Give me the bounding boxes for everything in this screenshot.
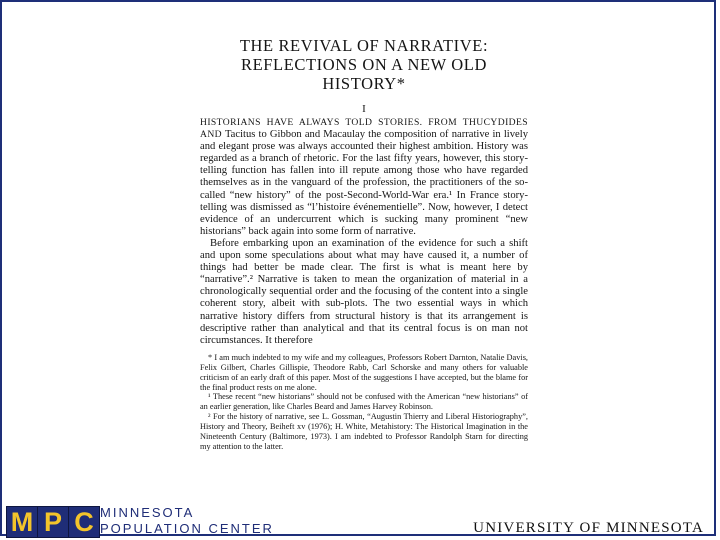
section-numeral: I bbox=[362, 103, 366, 115]
footnotes bbox=[200, 353, 528, 452]
document-page bbox=[200, 36, 528, 496]
footnote-1: ¹ These recent “new historians” should not be confused with the American “new historians” of an earlier generation, like Charles Beard and James Harvey Robinson. bbox=[200, 392, 528, 412]
paragraph-1-lead: HISTORIANS HAVE ALWAYS TOLD STORIES. FROM THUCYDIDES AND bbox=[200, 117, 528, 141]
paragraph-1 bbox=[200, 117, 528, 238]
body-text bbox=[200, 117, 528, 347]
mpc-letter-c: C bbox=[68, 506, 100, 538]
footer-bar bbox=[0, 502, 720, 540]
footnote-star: * I am much indebted to my wife and my colleagues, Professors Robert Darnton, Natalie Davis, Felix Gilbert, Charles Gillispie, Theodore Rabb, Carl Schorske and many others for valuable criticism of an early draft of this paper. Most of the suggestions I have accepted, but the blame for the final product rests on me alone. bbox=[200, 352, 528, 392]
paragraph-1-rest: Tacitus to Gibbon and Macaulay the composition of narrative in lively and elegant prose was always accounted their highest ambition. History was regarded as a branch of rhetoric. For the last fifty years, however, this story-telling function has fallen into ill repute among those who have regarded themselves as in the vanguard of the profession, the practitioners of the so-called “new history” of the post-Second-World-War era.¹ In France story-telling was dismissed as “l’histoire événementielle”. Now, however, I detect evidence of an undercurrent which is sucking many prominent “new historians” back again into some form of narrative. bbox=[200, 129, 528, 237]
mpc-letter-m: M bbox=[6, 506, 38, 538]
paragraph-2: Before embarking upon an examination of the evidence for such a shift and upon some speculations about what may have caused it, a number of things had better be made clear. The first is what is meant here by “narrative”.² Narrative is taken to mean the organization of material in a chronologically sequential order and the focusing of the content into a single coherent story, albeit with sub-plots. The two essential ways in which narrative history differs from structural history is that its arrangement is descriptive rather than analytical and that its central focus is on man not circumstances. It therefore bbox=[200, 237, 528, 346]
footnote-2: ² For the history of narrative, see L. Gossman, “Augustin Thierry and Liberal Historiography”, History and Theory, Beiheft xv (1976); H. White, Metahistory: The Historical Imagination in the Nineteenth Century (Baltimore, 1973). I am indebted to Professor Randolph Starn for directing my attention to the latter. bbox=[200, 412, 528, 451]
title-line-1: THE REVIVAL OF NARRATIVE: bbox=[239, 36, 489, 55]
mpc-name-line-1: MINNESOTA bbox=[100, 505, 195, 520]
article-title bbox=[200, 36, 528, 93]
university-wordmark: UNIVERSITY OF MINNESOTA bbox=[473, 520, 704, 536]
mpc-letter-p: P bbox=[37, 506, 69, 538]
title-line-2: REFLECTIONS ON A NEW OLD HISTORY* bbox=[240, 55, 487, 93]
mpc-name-line-2: POPULATION CENTER bbox=[100, 521, 274, 536]
